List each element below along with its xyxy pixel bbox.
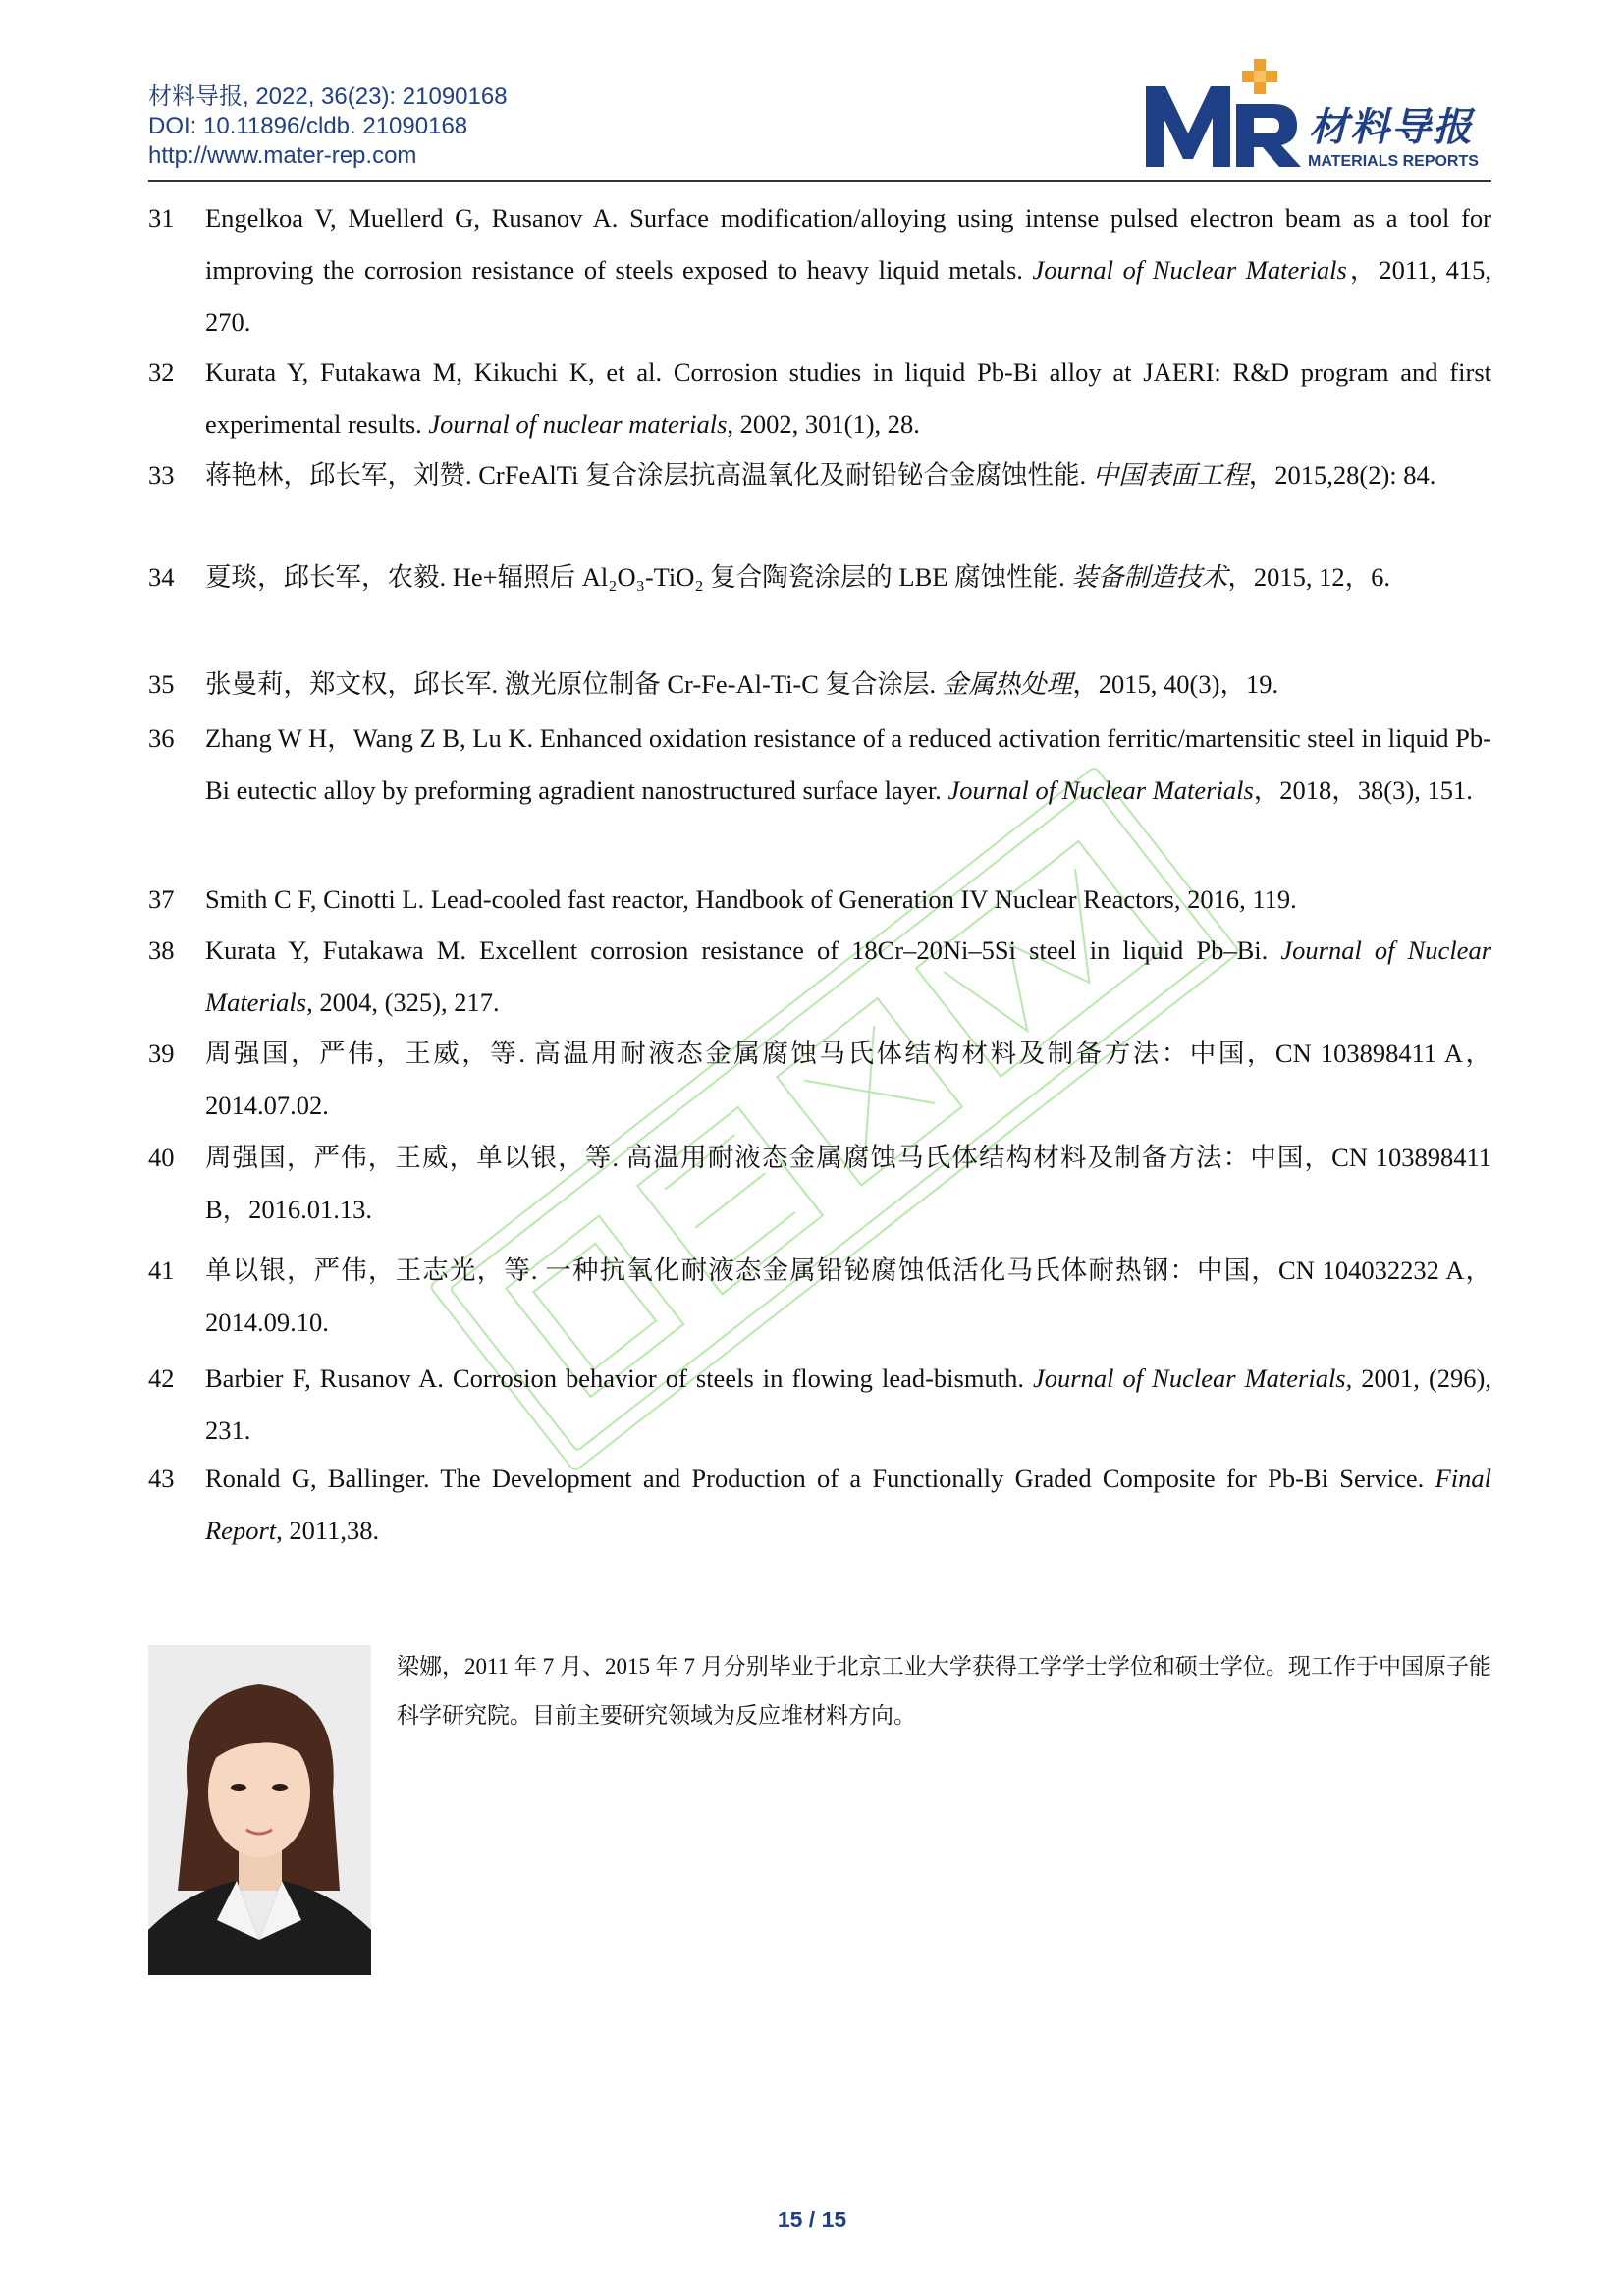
reference-text: Engelkoa V, Muellerd G, Rusanov A. Surface modification/alloying using intense pulsed electron beam as a tool for improving the corrosion resistance of steels exposed to heavy liquid metals.: [205, 203, 1491, 285]
reference-tail: ，2015, 40(3)，19.: [1072, 669, 1279, 699]
reference-journal: Final Report: [205, 1464, 1491, 1545]
reference-38: [148, 925, 1491, 1029]
reference-text: Zhang W H，Wang Z B, Lu K. Enhanced oxidation resistance of a reduced activation ferritic/martensitic steel in liquid Pb-Bi eutectic alloy by preforming agradient nanostructured surface layer.: [205, 723, 1491, 805]
reference-34: [148, 552, 1491, 604]
reference-text: 蒋艳林，邱长军，刘赞. CrFeAlTi 复合涂层抗高温氧化及耐铅铋合金腐蚀性能.: [205, 460, 1087, 490]
author-bio: 梁娜，2011 年 7 月、2015 年 7 月分别毕业于北京工业大学获得工学学士学位和硕士学位。现工作于中国原子能科学研究院。目前主要研究领域为反应堆材料方向。: [397, 1654, 1491, 1728]
reference-text: 周强国，严伟，王威，单以银，等. 高温用耐液态金属腐蚀马氏体结构材料及制备方法：中国，CN 103898411 B，2016.01.13.: [205, 1143, 1491, 1224]
reference-number: 42: [148, 1363, 175, 1393]
reference-number: 39: [148, 1039, 175, 1068]
reference-tail: ，2018，38(3), 151.: [1253, 775, 1473, 805]
reference-journal: Journal of Nuclear Materials,: [1033, 1363, 1353, 1393]
mr-logo-icon: [1144, 57, 1311, 175]
reference-32: [148, 347, 1491, 451]
reference-text: Smith C F, Cinotti L. Lead-cooled fast reactor, Handbook of Generation IV Nuclear Reactors, 2016, 119.: [205, 884, 1297, 914]
reference-number: 43: [148, 1464, 175, 1493]
reference-text: 单以银，严伟，王志光，等. 一种抗氧化耐液态金属铅铋腐蚀低活化马氏体耐热钢：中国，CN 104032232 A，2014.09.10.: [205, 1255, 1491, 1337]
reference-37: [148, 874, 1491, 926]
reference-journal: Journal of Nuclear Materials: [205, 935, 1492, 1017]
reference-number: 35: [148, 669, 175, 699]
page-number: 15 / 15: [777, 2207, 847, 2232]
reference-43: [148, 1453, 1491, 1557]
reference-tail: , 2004, (325), 217.: [306, 988, 500, 1017]
reference-number: 36: [148, 723, 175, 753]
reference-39: [148, 1028, 1491, 1132]
reference-text: Kurata Y, Futakawa M, Kikuchi K, et al. Corrosion studies in liquid Pb-Bi alloy at JAERI: R&D program and first experimental results.: [205, 357, 1491, 439]
reference-number: 32: [148, 357, 175, 387]
author-photo: [148, 1645, 371, 1975]
reference-41: [148, 1245, 1491, 1349]
reference-text: Kurata Y, Futakawa M. Excellent corrosion resistance of 18Cr–20Ni–5Si steel in liquid Pb–Bi.: [205, 935, 1269, 965]
reference-journal: 中国表面工程: [1092, 460, 1249, 490]
reference-number: 41: [148, 1255, 175, 1285]
reference-text: 周强国，严伟，王威，等. 高温用耐液态金属腐蚀马氏体结构材料及制备方法：中国，CN 103898411 A，2014.07.02.: [205, 1039, 1491, 1120]
logo-english-title: MATERIALS REPORTS: [1308, 153, 1479, 170]
doi: DOI: 10.11896/cldb. 21090168: [148, 113, 468, 139]
reference-tail: 2001, (296), 231.: [205, 1363, 1491, 1445]
reference-31: [148, 192, 1491, 348]
journal-url[interactable]: http://www.mater-rep.com: [148, 142, 417, 169]
reference-40: [148, 1132, 1491, 1236]
reference-journal: 金属热处理: [942, 669, 1073, 699]
reference-number: 33: [148, 460, 175, 490]
reference-number: 34: [148, 562, 175, 592]
header-rule: [148, 180, 1491, 182]
reference-journal: Journal of nuclear materials: [428, 409, 728, 439]
author-portrait-icon: [148, 1645, 371, 1975]
reference-number: 40: [148, 1143, 175, 1172]
reference-text: Barbier F, Rusanov A. Corrosion behavior of steels in flowing lead-bismuth.: [205, 1363, 1024, 1393]
journal-citation: 材料导报, 2022, 36(23): 21090168: [148, 83, 508, 110]
reference-number: 37: [148, 884, 175, 914]
journal-logo: [1144, 57, 1488, 175]
reference-journal: Journal of Nuclear Materials: [1032, 255, 1347, 285]
reference-journal: 装备制造技术: [1071, 562, 1228, 592]
reference-35: [148, 659, 1491, 711]
reference-number: 38: [148, 935, 175, 965]
reference-number: 31: [148, 203, 175, 233]
reference-text: Ronald G, Ballinger. The Development and Production of a Functionally Graded Composite for Pb-Bi Service.: [205, 1464, 1425, 1493]
reference-text: 夏琰，邱长军，农毅. He+辐照后 Al₂O₃-TiO₂ 复合陶瓷涂层的 LBE 腐蚀性能.: [205, 562, 1065, 592]
reference-tail: ，2015, 12，6.: [1227, 562, 1390, 592]
reference-journal: Journal of Nuclear Materials: [947, 775, 1254, 805]
reference-tail: , 2011,38.: [276, 1516, 380, 1545]
reference-tail: ，2011, 415, 270.: [205, 255, 1491, 337]
reference-42: [148, 1353, 1491, 1457]
reference-tail: , 2002, 301(1), 28.: [727, 409, 920, 439]
reference-36: [148, 713, 1491, 817]
reference-text: 张曼莉，郑文权，邱长军. 激光原位制备 Cr-Fe-Al-Ti-C 复合涂层.: [205, 669, 937, 699]
reference-tail: ，2015,28(2): 84.: [1248, 460, 1436, 490]
reference-33: [148, 450, 1491, 502]
logo-chinese-title: 材料导报: [1309, 104, 1474, 150]
header-meta: [148, 82, 508, 171]
